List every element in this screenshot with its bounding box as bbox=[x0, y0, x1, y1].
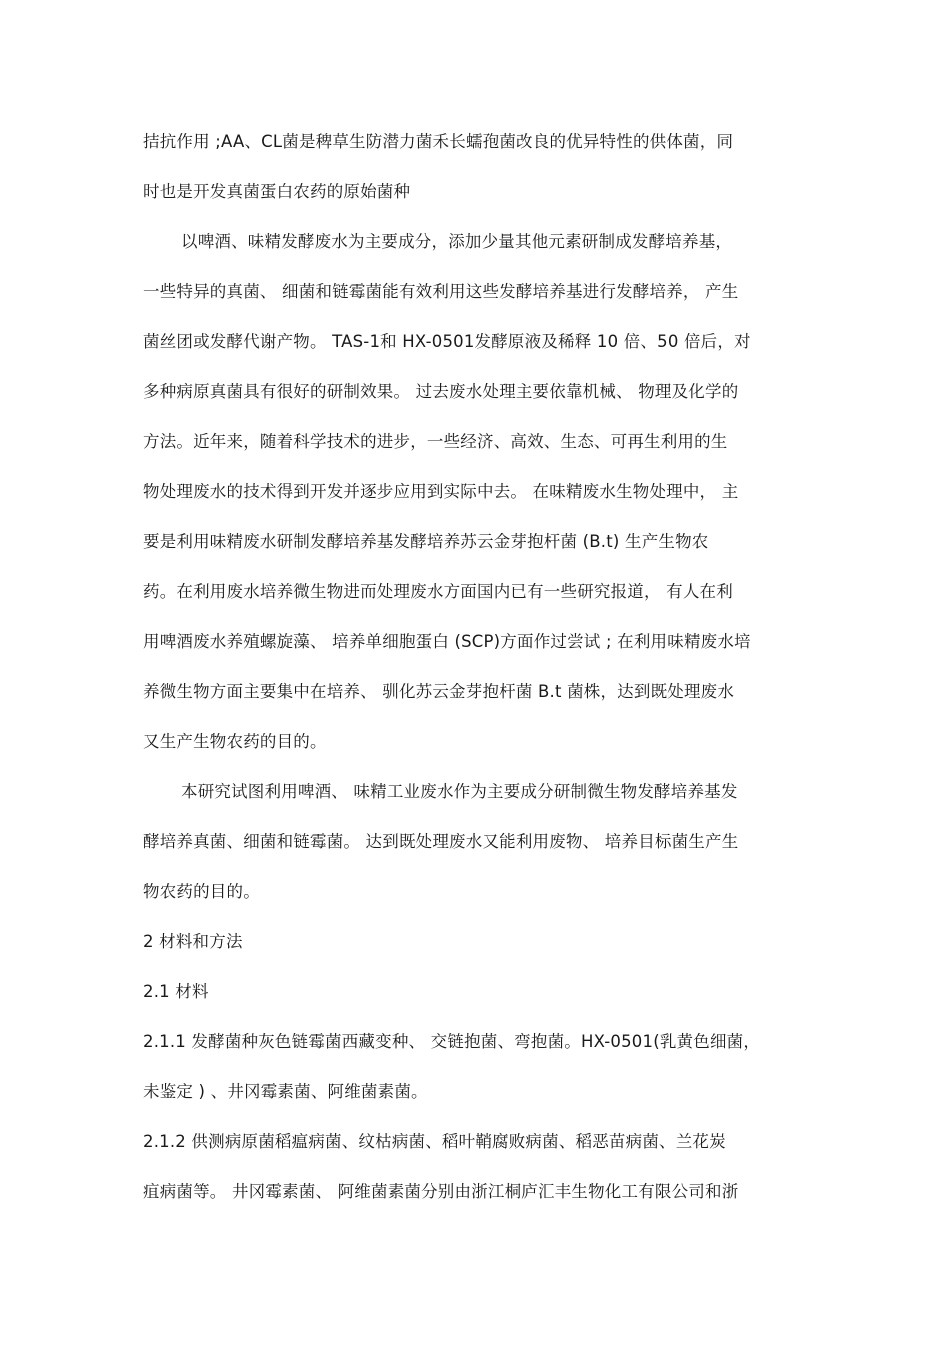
text-line: 拮抗作用 ;AA、CL菌是稗草生防潜力菌禾长蠕孢菌改良的优异特性的供体菌，同 bbox=[143, 132, 734, 151]
text-line: 一些特异的真菌、 细菌和链霉菌能有效利用这些发酵培养基进行发酵培养， 产生 bbox=[143, 282, 739, 301]
text-line: 又生产生物农药的目的。 bbox=[143, 732, 327, 751]
text-line: 2.1.2 供测病原菌稻瘟病菌、纹枯病菌、稻叶鞘腐败病菌、稻恶苗病菌、兰花炭 bbox=[143, 1132, 726, 1151]
paragraph-start-line: 本研究试图利用啤酒、 味精工业废水作为主要成分研制微生物发酵培养基发 bbox=[181, 782, 738, 801]
text-line: 养微生物方面主要集中在培养、 驯化苏云金芽抱杆菌 B.t 菌株，达到既处理废水 bbox=[143, 682, 735, 701]
text-line: 酵培养真菌、细菌和链霉菌。 达到既处理废水又能利用废物、 培养目标菌生产生 bbox=[143, 832, 739, 851]
text-line: 物农药的目的。 bbox=[143, 882, 260, 901]
text-line: 未鉴定 ) 、井冈霉素菌、阿维菌素菌。 bbox=[143, 1082, 428, 1101]
paragraph-start-line: 以啤酒、味精发酵废水为主要成分，添加少量其他元素研制成发酵培养基， bbox=[181, 232, 733, 251]
text-line: 要是利用味精废水研制发酵培养基发酵培养苏云金芽抱杆菌 (B.t) 生产生物农 bbox=[143, 532, 709, 551]
text-line: 多种病原真菌具有很好的研制效果。 过去废水处理主要依靠机械、 物理及化学的 bbox=[143, 382, 739, 401]
subsection-heading: 2.1 材料 bbox=[143, 982, 209, 1001]
text-line: 用啤酒废水养殖螺旋藻、 培养单细胞蛋白 (SCP)方面作过尝试 ; 在利用味精废水培 bbox=[143, 632, 751, 651]
text-line: 时也是开发真菌蛋白农药的原始菌种 bbox=[143, 182, 411, 201]
text-line: 2.1.1 发酵菌种灰色链霉菌西藏变种、 交链抱菌、弯抱菌。HX-0501(乳黄色细菌， bbox=[143, 1032, 761, 1051]
text-line: 方法。近年来，随着科学技术的进步，一些经济、高效、生态、可再生利用的生 bbox=[143, 432, 728, 451]
text-line: 疽病菌等。 井冈霉素菌、 阿维菌素菌分别由浙江桐庐汇丰生物化工有限公司和浙 bbox=[143, 1182, 739, 1201]
text-line: 物处理废水的技术得到开发并逐步应用到实际中去。 在味精废水生物处理中， 主 bbox=[143, 482, 739, 501]
text-line: 药。在利用废水培养微生物进而处理废水方面国内已有一些研究报道， 有人在利 bbox=[143, 582, 733, 601]
text-line: 菌丝团或发酵代谢产物。 TAS-1和 HX-0501发酵原液及稀释 10 倍、50 倍后，对 bbox=[143, 332, 751, 351]
section-heading: 2 材料和方法 bbox=[143, 932, 243, 951]
